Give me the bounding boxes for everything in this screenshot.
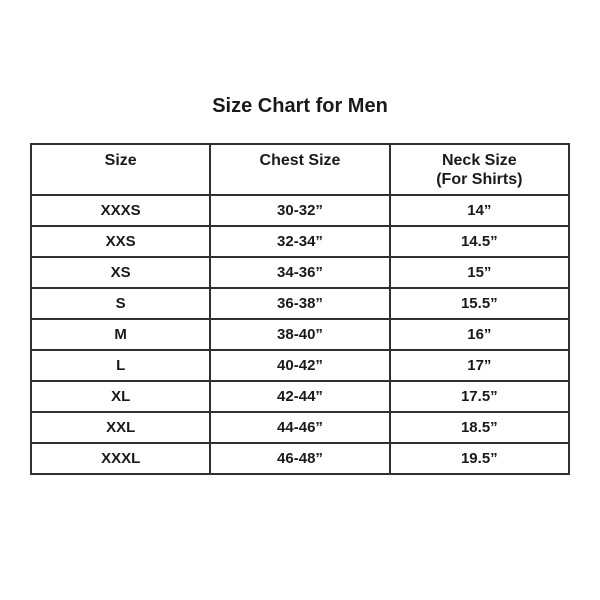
- cell-size: L: [31, 350, 210, 381]
- cell-size: XXXS: [31, 195, 210, 226]
- cell-chest: 46-48”: [210, 443, 389, 474]
- cell-neck: 18.5”: [390, 412, 569, 443]
- cell-neck: 19.5”: [390, 443, 569, 474]
- size-table-body: [31, 195, 569, 474]
- cell-size: S: [31, 288, 210, 319]
- table-row: [31, 226, 569, 257]
- table-header-row: [31, 144, 569, 195]
- cell-size: XL: [31, 381, 210, 412]
- table-header: [31, 144, 569, 195]
- cell-chest: 40-42”: [210, 350, 389, 381]
- cell-size: M: [31, 319, 210, 350]
- cell-chest: 34-36”: [210, 257, 389, 288]
- header-neck-size-subline: (For Shirts): [436, 171, 523, 188]
- cell-chest: 32-34”: [210, 226, 389, 257]
- header-neck-size-label: Neck Size: [441, 152, 517, 169]
- cell-size: XS: [31, 257, 210, 288]
- header-neck-size: [390, 144, 569, 195]
- cell-neck: 14.5”: [390, 226, 569, 257]
- table-row: [31, 412, 569, 443]
- cell-chest: 42-44”: [210, 381, 389, 412]
- cell-chest: 44-46”: [210, 412, 389, 443]
- cell-size: XXXL: [31, 443, 210, 474]
- header-size-label: Size: [104, 152, 137, 169]
- header-chest-size-label: Chest Size: [259, 152, 341, 169]
- table-row: [31, 319, 569, 350]
- cell-neck: 17”: [390, 350, 569, 381]
- header-size: [31, 144, 210, 195]
- cell-size: XXS: [31, 226, 210, 257]
- cell-size: XXL: [31, 412, 210, 443]
- cell-neck: 14”: [390, 195, 569, 226]
- table-row: [31, 443, 569, 474]
- table-row: [31, 288, 569, 319]
- cell-neck: 16”: [390, 319, 569, 350]
- table-row: [31, 381, 569, 412]
- page-title: Size Chart for Men: [212, 95, 388, 117]
- cell-neck: 17.5”: [390, 381, 569, 412]
- cell-chest: 38-40”: [210, 319, 389, 350]
- size-chart-table: [30, 143, 570, 475]
- table-row: [31, 350, 569, 381]
- cell-neck: 15”: [390, 257, 569, 288]
- table-row: [31, 257, 569, 288]
- cell-chest: 36-38”: [210, 288, 389, 319]
- cell-chest: 30-32”: [210, 195, 389, 226]
- header-chest-size: [210, 144, 389, 195]
- cell-neck: 15.5”: [390, 288, 569, 319]
- table-row: [31, 195, 569, 226]
